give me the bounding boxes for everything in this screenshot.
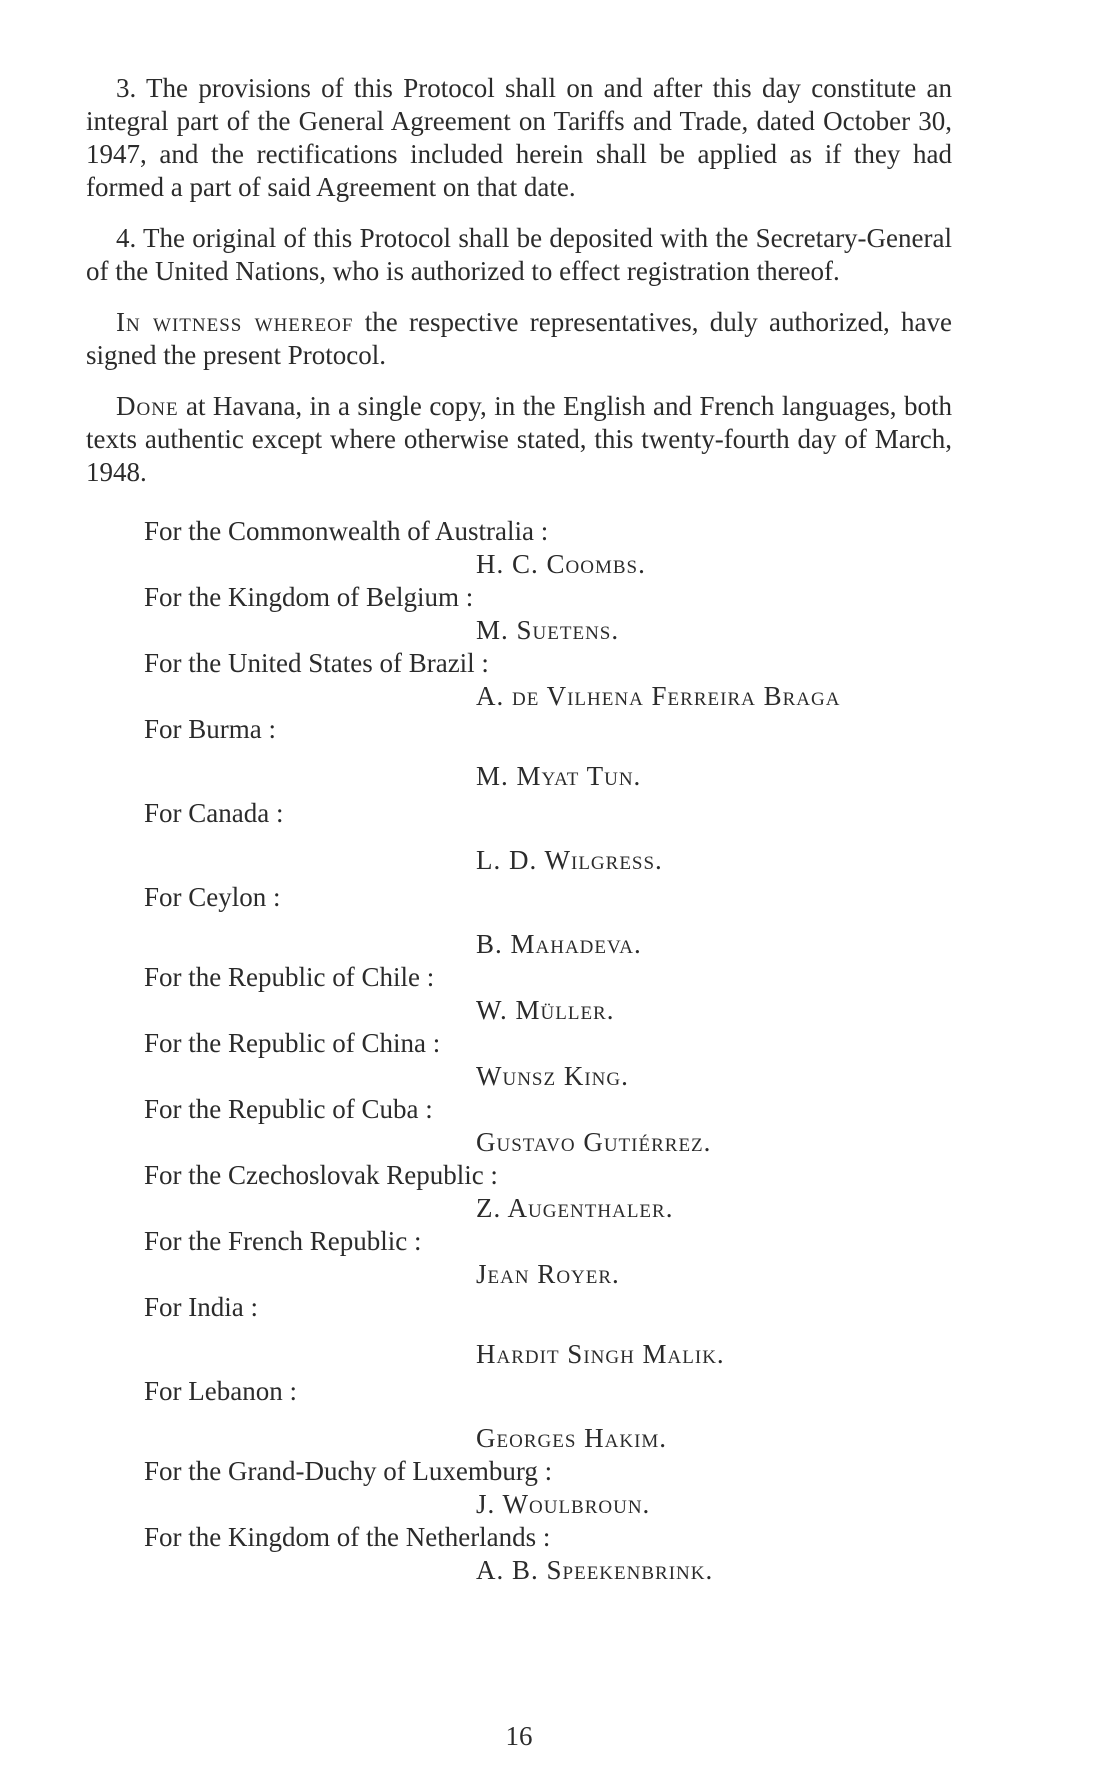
signatory-name: Z. Augenthaler. [476,1193,674,1223]
signature-entry-canada [86,797,952,877]
done-text: at Havana, in a single copy, in the English and French languages, both texts authentic except where otherwise stated, this twenty-fourth day of March, 1948. [86,391,952,487]
paragraph-3: 3. The provisions of this Protocol shall on and after this day constitute an integral part of the General Agreement on Tariffs and Trade, dated October 30, 1947, and the rectifications included herein shall be applied as if they had formed a part of said Agreement on that date. [86,73,952,202]
signatory-name: Hardit Singh Malik. [476,1339,725,1369]
signature-entry-czechoslovakia [86,1159,952,1225]
page-number: 16 [505,1721,533,1751]
country-label: For the Kingdom of Belgium : [144,582,474,612]
country-label: For the French Republic : [144,1226,422,1256]
signature-entry-chile [86,961,952,1027]
signature-entry-australia [86,515,952,581]
country-label: For the Republic of Chile : [144,962,435,992]
signatory-name: J. Woulbroun. [476,1489,651,1519]
signature-entry-ceylon [86,881,952,961]
country-label: For the Grand-Duchy of Luxemburg : [144,1456,553,1486]
signatory-name: M. Myat Tun. [476,761,642,791]
done-lead: Done [116,391,179,421]
signature-entry-brazil [86,647,952,713]
country-label: For India : [144,1292,258,1322]
paragraph-4: 4. The original of this Protocol shall be deposited with the Secretary-General of the United Nations, who is authorized to effect registration thereof. [86,223,952,286]
country-label: For Burma : [144,714,276,744]
country-label: For the Czechoslovak Republic : [144,1160,498,1190]
signatory-name: A. B. Speekenbrink. [476,1555,714,1585]
country-label: For the Kingdom of the Netherlands : [144,1522,551,1552]
signature-entry-france [86,1225,952,1291]
country-label: For the Republic of China : [144,1028,441,1058]
signatory-name: A. de Vilhena Ferreira Braga [476,681,841,711]
witness-lead: In witness whereof [116,307,354,337]
signature-entry-india [86,1291,952,1371]
country-label: For the Republic of Cuba : [144,1094,433,1124]
signatory-name: B. Mahadeva. [476,929,642,959]
signatory-name: Jean Royer. [476,1259,620,1289]
signatory-name: Georges Hakim. [476,1423,668,1453]
country-label: For the United States of Brazil : [144,648,489,678]
signatory-name: H. C. Coombs. [476,549,646,579]
document-page [86,72,952,1751]
country-label: For Lebanon : [144,1376,297,1406]
signature-entry-belgium [86,581,952,647]
signatory-name: L. D. Wilgress. [476,845,663,875]
country-label: For Ceylon : [144,882,281,912]
signature-entry-lebanon [86,1375,952,1455]
signatory-name: Wunsz King. [476,1061,629,1091]
paragraph-witness [86,306,952,372]
signatory-name: Gustavo Gutiérrez. [476,1127,712,1157]
signature-entry-burma [86,713,952,793]
witness-text: the respective representatives, duly authorized, have signed the present Protocol. [86,307,952,370]
signature-entry-china [86,1027,952,1093]
paragraph-done [86,390,952,489]
signature-block [86,515,952,1587]
signature-entry-cuba [86,1093,952,1159]
signatory-name: W. Müller. [476,995,615,1025]
signature-entry-luxemburg [86,1455,952,1521]
signature-entry-netherlands [86,1521,952,1587]
country-label: For Canada : [144,798,284,828]
country-label: For the Commonwealth of Australia : [144,516,549,546]
signatory-name: M. Suetens. [476,615,620,645]
